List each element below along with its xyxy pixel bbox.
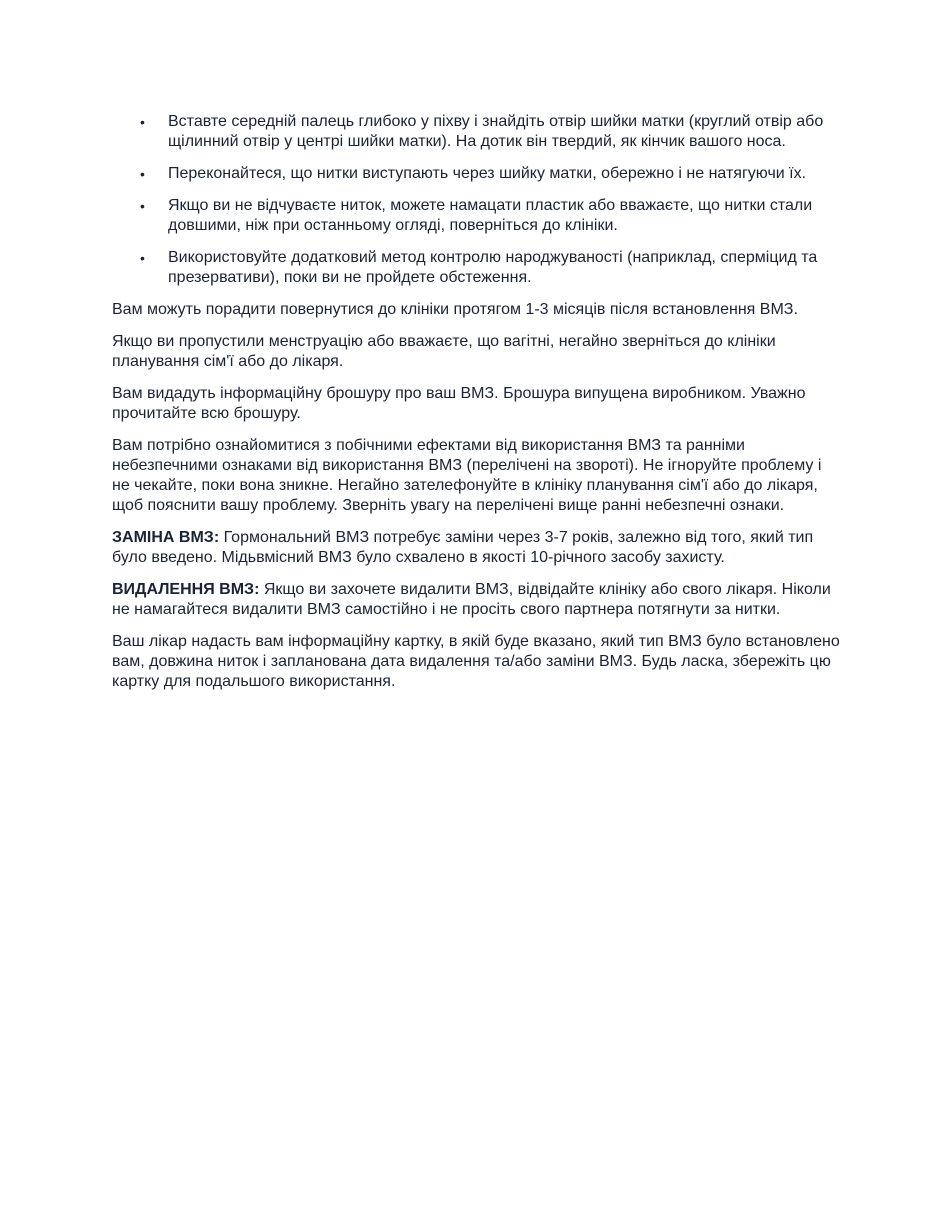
instruction-list (112, 112, 842, 288)
bullet-icon: • (140, 114, 145, 130)
list-item (112, 112, 842, 152)
list-item (112, 196, 842, 236)
list-item-text: Якщо ви не відчуваєте ниток, можете намацати пластик або вважаєте, що нитки стали довшими, ніж при останньому огляді, поверніться до клініки. (168, 197, 813, 234)
brochure-paragraph: Вам видадуть інформаційну брошуру про ваш ВМЗ. Брошура випущена виробником. Уважно прочитайте всю брошуру. (112, 385, 806, 422)
followup-paragraph: Вам можуть порадити повернутися до клініки протягом 1-3 місяців після встановлення ВМЗ. (112, 301, 798, 318)
list-item (112, 164, 842, 184)
list-item-text: Використовуйте додатковий метод контролю народжуваності (наприклад, сперміцид та презервативи), поки ви не пройдете обстеження. (168, 249, 818, 286)
replacement-label: ЗАМІНА ВМЗ: (112, 529, 220, 546)
bullet-icon: • (140, 166, 145, 182)
pregnancy-paragraph: Якщо ви пропустили менструацію або вважаєте, що вагітні, негайно зверніться до клініки планування сім'ї або до лікаря. (112, 333, 776, 370)
replacement-text: Гормональний ВМЗ потребує заміни через 3-7 років, залежно від того, який тип було введено. Мідьвмісний ВМЗ було схвалено в якості 10-річного засобу захисту. (112, 529, 814, 566)
side-effects-paragraph: Вам потрібно ознайомитися з побічними ефектами від використання ВМЗ та ранніми небезпечними ознаками від використання ВМЗ (перелічені на звороті). Не ігноруйте проблему і не чекайте, поки вона зникне. Негайно зателефонуйте в клініку планування сім'ї або до лікаря, щоб пояснити вашу проблему. Зверніть увагу на перелічені вище ранні небезпечні ознаки. (112, 437, 822, 514)
replacement-paragraph (112, 528, 842, 568)
list-item (112, 248, 842, 288)
info-card-paragraph: Ваш лікар надасть вам інформаційну картку, в якій буде вказано, який тип ВМЗ було встановлено вам, довжина ниток і запланована дата видалення та/або заміни ВМЗ. Будь ласка, збережіть цю картку для подальшого використання. (112, 633, 840, 690)
list-item-text: Вставте середній палець глибоко у піхву і знайдіть отвір шийки матки (круглий отвір або щілинний отвір у центрі шийки матки). На дотик він твердий, як кінчик вашого носа. (168, 113, 824, 150)
document-page (112, 112, 842, 704)
bullet-icon: • (140, 250, 145, 266)
removal-paragraph (112, 580, 842, 620)
bullet-icon: • (140, 198, 145, 214)
list-item-text: Переконайтеся, що нитки виступають через шийку матки, обережно і не натягуючи їх. (168, 165, 807, 182)
removal-text: Якщо ви захочете видалити ВМЗ, відвідайте клініку або свого лікаря. Ніколи не намагайтеся видалити ВМЗ самостійно і не просіть свого партнера потягнути за нитки. (112, 581, 831, 618)
removal-label: ВИДАЛЕННЯ ВМЗ: (112, 581, 260, 598)
